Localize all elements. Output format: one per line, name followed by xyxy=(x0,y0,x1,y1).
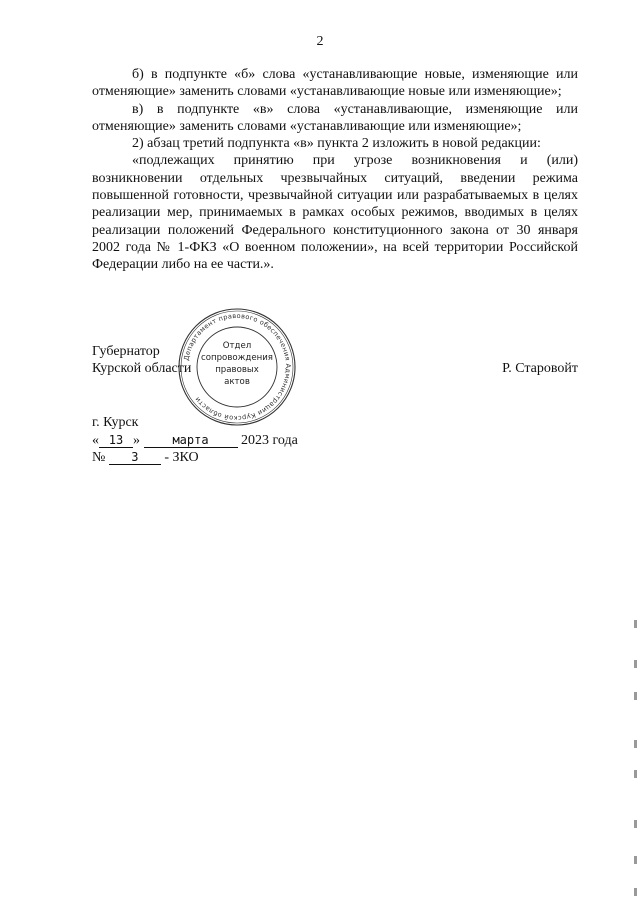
date-month: марта xyxy=(144,434,238,448)
scan-margin-marks xyxy=(634,620,637,900)
document-number: № 3 - ЗКО xyxy=(92,450,199,465)
date-year: 2023 года xyxy=(241,432,298,448)
stamp-seal-icon xyxy=(176,306,298,428)
signatory-name: Р. Старовойт xyxy=(502,361,578,376)
stamp-line3: правовых xyxy=(215,365,259,375)
paragraph-b: б) в подпункте «б» слова «устанавливающие новые, изменяющие или отменяющие» заменить словами «устанавливающие новые или изменяющие»; xyxy=(92,67,578,100)
stamp-line2: сопровождения xyxy=(201,353,273,363)
document-date: « 13 » марта 2023 года xyxy=(92,432,298,448)
paragraph-v: в) в подпункте «в» слова «устанавливающие, изменяющие или отменяющие» заменить словами «устанавливающие или изменяющие»; xyxy=(92,101,578,134)
city: г. Курск xyxy=(92,415,139,430)
number-value: 3 xyxy=(109,451,161,465)
document-body xyxy=(92,66,578,274)
signatory-position-line1: Губернатор xyxy=(92,344,160,359)
paragraph-2: 2) абзац третий подпункта «в» пункта 2 изложить в новой редакции: xyxy=(132,136,541,152)
stamp-ring-text: Департамент правового обеспечения Администрации Курской области xyxy=(182,311,293,423)
date-day: 13 xyxy=(99,434,133,448)
paragraph-quote: «подлежащих принятию при угрозе возникновения и (или) возникновении отдельных чрезвычайных ситуаций, введении режима повышенной готовности, чрезвычайной ситуации или разрабатываемых в целях реализации мер, принимаемых в рамках особых режимов, вводимых в целях реализации положений Федерального конституционного закона от 30 января 2002 года № 1-ФКЗ «О военном положении», на всей территории Российской Федерации либо на ее части.». xyxy=(92,153,578,273)
page-number: 2 xyxy=(316,34,324,49)
signatory-position-line2: Курской области xyxy=(92,361,192,376)
stamp-line4: актов xyxy=(224,377,250,387)
stamp-line1: Отдел xyxy=(222,341,252,351)
official-stamp xyxy=(176,306,298,428)
document-footer xyxy=(92,414,298,467)
